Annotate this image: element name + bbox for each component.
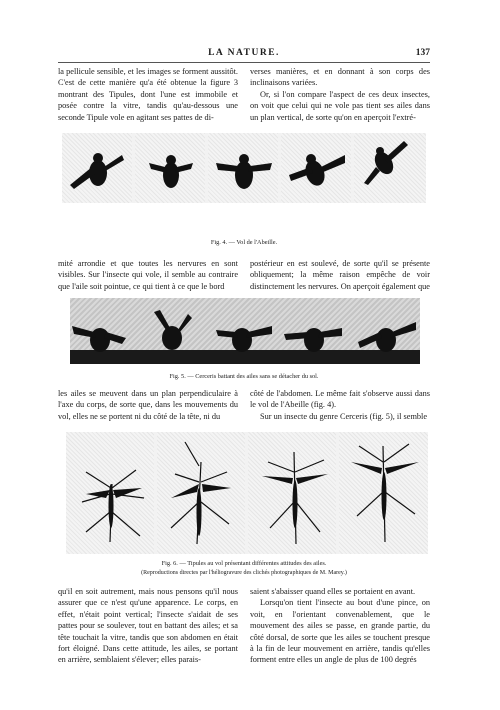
text-column-right-3 bbox=[250, 388, 430, 422]
photo-frame bbox=[281, 133, 351, 203]
photo-frame bbox=[157, 432, 245, 554]
photo-frame bbox=[248, 432, 336, 554]
photo-frame bbox=[208, 133, 278, 203]
paragraph: qu'il en soit autrement, mais nous pensons qu'il nous assurer que ce n'est qu'une apparence. Le corps, en effet, n'était point vertical; l'insecte s'aidait de ses pattes pour se soulever, tout en battant des ailes; et sa tête touchait la vitre, tandis que son abdomen en était fort éloigné. Dans cette attitude, les ailes, se portant en arrière, semblaient s'élever; elles parais- bbox=[58, 587, 238, 665]
paragraph: saient s'abaisser quand elles se portaient en avant. bbox=[250, 587, 416, 596]
paragraph: les ailes se meuvent dans un plan perpendiculaire à l'axe du corps, de sorte que, dans les mouvements du vol, elles ne se portent ni du côté de la tête, ni du bbox=[58, 389, 238, 421]
paragraph: côté de l'abdomen. Le même fait s'observe aussi dans le vol de l'Abeille (fig. 4). bbox=[250, 389, 430, 410]
figure-4-caption: Fig. 4. — Vol de l'Abeille. bbox=[210, 239, 278, 246]
photo-frame bbox=[339, 432, 428, 554]
paragraph: Lorsqu'on tient l'insecte au bout d'une pince, on voit, en l'orientant convenablement, que le mouvement des ailes se passe, en grande partie, du côté dorsal, de sorte que les ailes se touchent presque à la fin de leur mouvement en arrière, tandis qu'elles forment entre elles un angle de plus de 100 degrés bbox=[250, 598, 430, 665]
text-column-left-2 bbox=[58, 258, 238, 292]
text-column-left-4 bbox=[58, 586, 238, 666]
text-column-right-4 bbox=[250, 586, 430, 666]
figure-4-bee-flight bbox=[62, 133, 426, 203]
text-column-left-3 bbox=[58, 388, 238, 422]
paragraph: postérieur en est soulevé, de sorte qu'il se présente obliquement; la même raison empêche de voir distinctement les nervures. On aperçoit également que bbox=[250, 259, 430, 291]
text-column-left-1 bbox=[58, 66, 238, 123]
photo-frame bbox=[62, 133, 132, 203]
figure-5-caption: Fig. 5. — Cerceris battant des ailes sans se détacher du sol. bbox=[169, 373, 319, 380]
photo-frame bbox=[135, 133, 205, 203]
figure-5-cerceris bbox=[70, 298, 420, 364]
paragraph: Or, si l'on compare l'aspect de ces deux insectes, on voit que celui qui ne vole pas tient ses ailes dans un plan vertical, de sorte qu'on en aperçoit l'extré- bbox=[250, 89, 430, 122]
figure-6-tipules bbox=[66, 432, 428, 554]
text-column-right-2 bbox=[250, 258, 430, 292]
paragraph: Sur un insecte du genre Cerceris (fig. 5), il semble bbox=[260, 411, 428, 421]
figure-6-subcaption: (Reproductions directes par l'héliogravure des clichés photographiques de M. Marey.) bbox=[141, 570, 347, 576]
text-column-right-1 bbox=[250, 66, 430, 123]
page-header bbox=[58, 48, 430, 63]
photo-frame bbox=[354, 133, 426, 203]
photo-frame bbox=[66, 432, 154, 554]
paragraph: mité arrondie et que toutes les nervures en sont visibles. Sur l'insecte qui vole, il semble au contraire que l'aile soit pointue, ce qui tient à ce que le bord bbox=[58, 259, 238, 291]
page-number: 137 bbox=[415, 48, 430, 58]
journal-title: LA NATURE. bbox=[208, 48, 280, 58]
paragraph: verses manières, et en donnant à son corps des inclinaisons variées. bbox=[250, 67, 430, 88]
photo-strip bbox=[70, 298, 420, 364]
paragraph: la pellicule sensible, et les images se forment aussitôt. C'est de cette manière qu'a été obtenue la figure 3 montrant des Tipules, dont l'une est immobile et posée contre la vitre, tandis qu'au-dessous une seconde Tipule vole en agitant ses pattes de di- bbox=[58, 67, 238, 122]
figure-6-caption: Fig. 6. — Tipules au vol présentant différentes attitudes des ailes. bbox=[161, 560, 327, 567]
